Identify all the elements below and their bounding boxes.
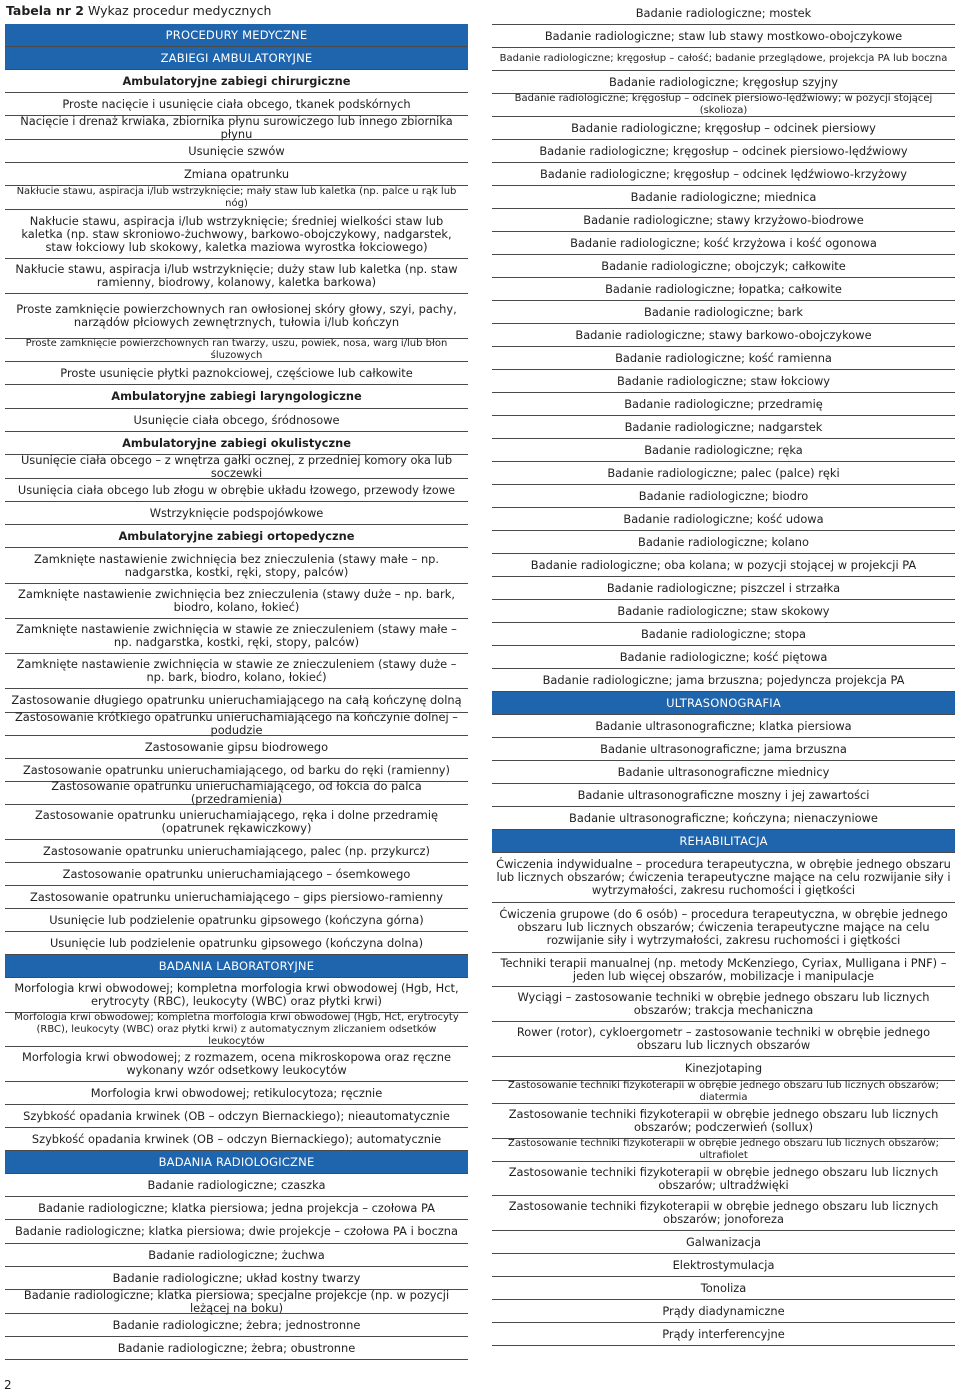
table-row-text: Zastosowanie krótkiego opatrunku unieruchamiającego na kończynie dolnej – podudzie	[15, 710, 458, 737]
table-row	[492, 71, 955, 94]
table-row-text: Badanie radiologiczne; palec (palce) ręki	[607, 465, 840, 480]
table-row-text: Morfologia krwi obwodowej; retikulocytoza; ręcznie	[90, 1085, 383, 1100]
table-row	[492, 807, 955, 830]
table-row-text: Badanie radiologiczne; stawy barkowo-obojczykowe	[575, 327, 872, 342]
table-row-text: Badanie radiologiczne; nadgarstek	[624, 419, 823, 434]
table-row-text: Zastosowanie opatrunku unieruchamiającego, od barku do ręki (ramienny)	[23, 762, 450, 777]
table-row-text: Kinezjotaping	[684, 1061, 763, 1075]
table-row	[5, 1244, 468, 1267]
table-row-text: Badanie radiologiczne; układ kostny twarzy	[112, 1270, 361, 1285]
table-row-text: Techniki terapii manualnej (np. metody McKenziego, Cyriax, Mulligana i PNF) – jeden lub więcej obszarów, mobilizacje i manipulacje	[500, 955, 947, 983]
table-row	[492, 1104, 955, 1139]
table-row-text: Zastosowanie techniki fizykoterapii w obrębie jednego obszaru lub licznych obszarów; ultrafiolet	[508, 1138, 939, 1161]
table-row	[5, 294, 468, 339]
table-row	[5, 1174, 468, 1197]
table-row-text: Badanie ultrasonograficzne miednicy	[617, 764, 830, 779]
table-row	[492, 1300, 955, 1323]
section-header	[5, 47, 468, 70]
table-row	[5, 452, 468, 480]
table-row-text: Zastosowanie techniki fizykoterapii w obrębie jednego obszaru lub licznych obszarów; podczerwień (sollux)	[508, 1107, 939, 1134]
table-row	[492, 347, 955, 370]
table-row-text: Badanie radiologiczne; łopatka; całkowite	[605, 281, 842, 296]
table-row	[5, 409, 468, 432]
table-row	[492, 1081, 955, 1104]
table-row	[5, 886, 468, 909]
table-row	[5, 1267, 468, 1290]
table-row-text: Rower (rotor), cykloergometr – zastosowanie techniki w obrębie jednego obszaru lub licznych obszarów	[516, 1025, 931, 1052]
table-row-text: Zastosowanie opatrunku unieruchamiającego, od łokcia do palca (przedramienia)	[51, 779, 422, 806]
table-row	[5, 1013, 468, 1047]
table-row-text: Badanie radiologiczne; stawy krzyżowo-biodrowe	[583, 212, 864, 227]
table-row	[492, 1231, 955, 1254]
table-row-text: Proste zamknięcie powierzchownych ran twarzy, uszu, powiek, nosa, warg i/lub błon śluzowych	[25, 338, 448, 361]
table-row-text: Nacięcie i drenaż krwiaka, zbiornika płynu surowiczego lub innego zbiornika płynu	[20, 113, 453, 141]
table-row	[492, 25, 955, 48]
table-row	[5, 710, 468, 737]
table-row	[5, 584, 468, 619]
table-row	[5, 1287, 468, 1315]
table-row	[5, 779, 468, 806]
table-row	[492, 1277, 955, 1300]
table-row	[492, 903, 955, 953]
table-row	[492, 738, 955, 761]
table-row-text: Badanie radiologiczne; stopa	[640, 626, 807, 641]
table-row	[5, 479, 468, 502]
table-row	[492, 853, 955, 903]
table-row	[492, 1057, 955, 1081]
table-row-text: Badanie radiologiczne; kość ramienna	[615, 350, 832, 365]
table-row-text: Zamknięte nastawienie zwichnięcia w stawie ze znieczuleniem (stawy małe – np. nadgarstka, kostki, ręki, stopy, palców)	[16, 622, 457, 649]
table-row-text: Wyciągi – zastosowanie techniki w obrębie jednego obszaru lub licznych obszarów; trakcja mechaniczna	[517, 990, 930, 1017]
table-row	[492, 1162, 955, 1196]
table-row	[492, 48, 955, 71]
section-header-text: ZABIEGI AMBULATORYJNE	[160, 50, 313, 65]
subsection-header	[5, 432, 468, 455]
section-header-text: REHABILITACJA	[679, 833, 768, 848]
table-row-text: Zmiana opatrunku	[183, 166, 290, 181]
table-row-text: Szybkość opadania krwinek (OB – odczyn Biernackiego); automatycznie	[31, 1131, 442, 1146]
table-row	[5, 186, 468, 210]
section-header	[492, 692, 955, 715]
table-row	[5, 1197, 468, 1220]
table-row	[5, 140, 468, 163]
table-row	[492, 462, 955, 485]
table-row	[5, 1128, 468, 1151]
table-row	[492, 554, 955, 577]
subsection-header-text: Ambulatoryjne zabiegi ortopedyczne	[118, 528, 355, 543]
table-row-text: Badanie radiologiczne; kręgosłup szyjny	[608, 74, 838, 89]
table-row	[492, 600, 955, 623]
table-row-text: Badanie radiologiczne; klatka piersiowa; specjalne projekcje (np. w pozycji leżącej na boku)	[23, 1287, 450, 1315]
table-row	[492, 186, 955, 209]
table-row-text: Badanie radiologiczne; kość krzyżowa i kość ogonowa	[570, 235, 877, 250]
table-row-text: Usunięcie ciała obcego – z wnętrza gałki ocznej, z przedniej komory oka lub soczewki	[20, 452, 453, 480]
table-row	[5, 1082, 468, 1105]
table-row-text: Badanie radiologiczne; kręgosłup – odcinek piersiowo-lędźwiowy; w pozycji stojącej (skolioza)	[514, 93, 933, 116]
right-column-table	[492, 2, 955, 1346]
table-row-text: Nakłucie stawu, aspiracja i/lub wstrzyknięcie; duży staw lub kaletka (np. staw ramienny, biodrowy, kolanowy, kaletka barkowa)	[15, 262, 458, 289]
table-row	[5, 1105, 468, 1128]
table-row	[5, 362, 468, 385]
table-row-text: Usunięcie ciała obcego, śródnosowe	[133, 412, 340, 427]
table-row-text: Zastosowanie gipsu biodrowego	[144, 739, 329, 754]
table-row-text: Badanie radiologiczne; klatka piersiowa; dwie projekcje – czołowa PA i boczna	[14, 1224, 459, 1238]
table-row-text: Prądy diadynamiczne	[662, 1303, 785, 1318]
table-row	[5, 805, 468, 840]
section-header-text: BADANIA LABORATORYJNE	[158, 958, 315, 973]
table-row	[5, 548, 468, 584]
table-row-text: Badanie radiologiczne; żebra; jednostronne	[112, 1317, 361, 1332]
table-row-text: Badanie radiologiczne; staw lub stawy mostkowo-obojczykowe	[544, 28, 903, 43]
section-header	[5, 1151, 468, 1174]
table-row-text: Badanie radiologiczne; bark	[644, 304, 803, 319]
page-number: 2	[4, 1378, 12, 1392]
table-row-text: Badanie radiologiczne; jama brzuszna; pojedyncza projekcja PA	[542, 672, 905, 687]
table-row-text: Badanie ultrasonograficzne; kończyna; nienaczyniowe	[569, 810, 878, 825]
table-row-text: Zamknięte nastawienie zwichnięcia w stawie ze znieczuleniem (stawy duże – np. bark, biodro, kolano, łokieć)	[16, 657, 457, 684]
table-row-text: Tonoliza	[700, 1280, 747, 1295]
table-row	[5, 1314, 468, 1337]
table-row-text: Usunięcia ciała obcego lub złogu w obrębie układu łzowego, przewody łzowe	[17, 482, 456, 497]
table-row	[5, 93, 468, 116]
table-row-text: Morfologia krwi obwodowej; kompletna morfologia krwi obwodowej (Hgb, Hct, erytrocyty (RBC), leukocyty (WBC) oraz płytki krwi)	[14, 981, 459, 1008]
table-row	[5, 840, 468, 863]
table-row-text: Nakłucie stawu, aspiracja i/lub wstrzyknięcie; mały staw lub kaletka (np. palce u rąk lub nóg)	[16, 185, 457, 209]
table-row-text: Ćwiczenia indywidualne – procedura terapeutyczna, w obrębie jednego obszaru lub licznych obszarów; ćwiczenia terapeutyczne mające na celu rozwijanie siły i wytrzymałości, zakresu ruchomości i giętkości	[496, 857, 951, 897]
table-row	[492, 761, 955, 784]
table-row-text: Badanie radiologiczne; miednica	[630, 189, 817, 204]
table-row-text: Ćwiczenia grupowe (do 6 osób) – procedura terapeutyczna, w obrębie jednego obszaru lub licznych obszarów; ćwiczenia terapeutyczne mające na celu rozwijanie siły i wytrzymałości, zakresu ruchomości i giętkości	[499, 907, 948, 947]
table-row	[492, 2, 955, 25]
table-row	[5, 932, 468, 955]
table-row-text: Badanie radiologiczne; przedramię	[624, 396, 823, 411]
table-row	[5, 502, 468, 525]
table-row	[5, 619, 468, 654]
table-row	[492, 232, 955, 255]
table-row	[492, 439, 955, 462]
table-row	[5, 339, 468, 362]
table-row	[492, 1139, 955, 1162]
left-column-table	[5, 24, 468, 1360]
table-row	[5, 909, 468, 932]
table-row-text: Zastosowanie opatrunku unieruchamiającego – gips piersiowo-ramienny	[29, 889, 444, 904]
table-row-text: Elektrostymulacja	[672, 1257, 775, 1272]
table-row-text: Badanie radiologiczne; kręgosłup – odcinek piersiowo-lędźwiowy	[539, 143, 908, 158]
table-row	[492, 715, 955, 738]
table-row	[492, 416, 955, 439]
table-row	[5, 113, 468, 141]
table-row	[492, 508, 955, 531]
table-row-text: Badanie radiologiczne; kość piętowa	[619, 649, 828, 664]
subsection-header-text: Ambulatoryjne zabiegi laryngologiczne	[111, 389, 362, 403]
table-row	[492, 1196, 955, 1231]
table-row-text: Zastosowanie techniki fizykoterapii w obrębie jednego obszaru lub licznych obszarów; diatermia	[508, 1080, 939, 1103]
section-header-text: ULTRASONOGRAFIA	[666, 695, 781, 710]
subsection-header	[5, 70, 468, 93]
table-row	[5, 259, 468, 294]
table-row	[492, 324, 955, 347]
table-row-text: Badanie radiologiczne; obojczyk; całkowite	[601, 258, 846, 273]
table-row-text: Galwanizacja	[685, 1234, 762, 1249]
subsection-header-text: Ambulatoryjne zabiegi chirurgiczne	[122, 73, 351, 88]
table-row-text: Badanie radiologiczne; czaszka	[147, 1177, 326, 1192]
table-row-text: Badanie radiologiczne; oba kolana; w pozycji stojącej w projekcji PA	[530, 557, 917, 572]
table-row	[492, 485, 955, 508]
table-row	[5, 1220, 468, 1244]
table-row	[492, 393, 955, 416]
subsection-header	[5, 385, 468, 409]
table-row	[5, 1047, 468, 1082]
table-row	[492, 1323, 955, 1346]
table-row-text: Usunięcie lub podzielenie opatrunku gipsowego (kończyna dolna)	[49, 935, 424, 950]
table-row	[492, 278, 955, 301]
subsection-header-text: Ambulatoryjne zabiegi okulistyczne	[122, 435, 351, 450]
table-row-text: Zastosowanie długiego opatrunku unieruchamiającego na całą kończynę dolną	[11, 693, 462, 707]
table-row	[5, 163, 468, 186]
table-row-text: Badanie radiologiczne; biodro	[638, 488, 809, 503]
table-row	[492, 784, 955, 807]
table-row-text: Badanie ultrasonograficzne moszny i jej zawartości	[577, 787, 870, 802]
table-row-text: Badanie ultrasonograficzne; jama brzuszna	[600, 741, 847, 756]
table-row-text: Morfologia krwi obwodowej; z rozmazem, ocena mikroskopowa oraz ręczne wykonany wzór odsetkowy leukocytów	[22, 1050, 451, 1077]
table-row	[492, 140, 955, 163]
table-row	[5, 736, 468, 759]
table-row-text: Badanie radiologiczne; staw skokowy	[617, 603, 830, 618]
section-header-text: PROCEDURY MEDYCZNE	[165, 27, 308, 42]
table-row	[5, 978, 468, 1013]
table-row-text: Badanie radiologiczne; mostek	[635, 5, 812, 20]
table-row	[5, 1337, 468, 1360]
table-caption-label: Tabela nr 2	[6, 3, 84, 18]
table-row	[5, 863, 468, 886]
table-row-text: Badanie radiologiczne; ręka	[644, 442, 803, 457]
section-header	[5, 955, 468, 978]
table-row-text: Prądy interferencyjne	[662, 1326, 785, 1341]
table-row	[5, 654, 468, 689]
table-row	[492, 301, 955, 324]
table-row-text: Zastosowanie opatrunku unieruchamiającego – ósemkowego	[62, 866, 411, 881]
table-row-text: Badanie radiologiczne; kolano	[638, 534, 809, 549]
section-header	[492, 830, 955, 853]
table-row	[492, 94, 955, 117]
table-row-text: Badanie radiologiczne; kręgosłup – odcinek piersiowy	[571, 120, 876, 135]
table-row	[492, 987, 955, 1022]
table-row-text: Nakłucie stawu, aspiracja i/lub wstrzyknięcie; średniej wielkości staw lub kaletka (np. staw skroniowo-żuchwowy, barkowo-obojczykowy, nadgarstek, staw łokciowy lub skokowy, kaletka maziowa wyrostka łokciowego)	[21, 213, 452, 254]
table-row	[492, 255, 955, 278]
table-row-text: Badanie radiologiczne; piszczel i strzałka	[606, 580, 841, 595]
table-row	[492, 163, 955, 186]
subsection-header	[5, 525, 468, 548]
table-row-text: Zastosowanie opatrunku unieruchamiającego, ręka i dolne przedramię (opatrunek rękawiczkowy)	[34, 808, 439, 835]
table-row	[492, 209, 955, 232]
table-row-text: Badanie radiologiczne; kość udowa	[623, 511, 824, 526]
table-row	[492, 531, 955, 554]
table-row-text: Zastosowanie techniki fizykoterapii w obrębie jednego obszaru lub licznych obszarów; jonoforeza	[508, 1199, 939, 1226]
table-row-text: Badanie radiologiczne; klatka piersiowa; jedna projekcja – czołowa PA	[38, 1200, 435, 1215]
table-row-text: Usunięcie szwów	[188, 143, 285, 158]
table-row-text: Zastosowanie techniki fizykoterapii w obrębie jednego obszaru lub licznych obszarów; ultradźwięki	[508, 1164, 939, 1192]
table-row-text: Usunięcie lub podzielenie opatrunku gipsowego (kończyna górna)	[49, 912, 424, 927]
table-row-text: Badanie radiologiczne; żebra; obustronne	[117, 1340, 356, 1355]
table-row-text: Szybkość opadania krwinek (OB – odczyn Biernackiego); nieautomatycznie	[23, 1108, 450, 1123]
table-caption	[6, 3, 271, 19]
table-row-text: Proste usunięcie płytki paznokciowej, częściowe lub całkowite	[60, 365, 413, 380]
table-row-text: Badanie ultrasonograficzne; klatka piersiowa	[595, 718, 852, 733]
table-row	[492, 953, 955, 987]
table-row	[492, 669, 955, 692]
table-row	[492, 623, 955, 646]
table-row	[492, 1254, 955, 1277]
table-row-text: Badanie radiologiczne; żuchwa	[148, 1247, 325, 1262]
table-row-text: Badanie radiologiczne; kręgosłup – całość; badanie przeglądowe, projekcja PA lub boczna	[499, 53, 948, 64]
table-row-text: Proste nacięcie i usunięcie ciała obcego, tkanek podskórnych	[62, 96, 411, 111]
table-row	[492, 370, 955, 393]
table-row	[492, 1022, 955, 1057]
table-row-text: Badanie radiologiczne; kręgosłup – odcinek lędźwiowo-krzyżowy	[539, 166, 908, 181]
table-row-text: Zamknięte nastawienie zwichnięcia bez znieczulenia (stawy duże – np. bark, biodro, kolano, łokieć)	[18, 587, 455, 614]
table-row	[492, 117, 955, 140]
table-row	[492, 646, 955, 669]
table-row-text: Proste zamknięcie powierzchownych ran owłosionej skóry głowy, szyi, pachy, narządów płciowych zewnętrznych, tułowia i/lub kończyn	[16, 302, 457, 329]
section-header	[5, 24, 468, 47]
table-row	[492, 577, 955, 600]
table-row-text: Wstrzyknięcie podspojówkowe	[149, 505, 324, 520]
table-row	[5, 210, 468, 259]
table-caption-text: Wykaz procedur medycznych	[87, 3, 272, 18]
table-row-text: Badanie radiologiczne; staw łokciowy	[616, 373, 831, 388]
table-row-text: Morfologia krwi obwodowej; kompletna morfologia krwi obwodowej (Hgb, Hct, erytrocyty (RBC), leukocyty (WBC) oraz płytki krwi) z automatycznym zliczaniem odsetków leukocytów	[14, 1011, 459, 1047]
table-row-text: Zamknięte nastawienie zwichnięcia bez znieczulenia (stawy małe – np. nadgarstka, kostki, ręki, stopy, palców)	[33, 551, 440, 579]
table-row-text: Zastosowanie opatrunku unieruchamiającego, palec (np. przykurcz)	[43, 843, 430, 858]
section-header-text: BADANIA RADIOLOGICZNE	[158, 1154, 315, 1169]
